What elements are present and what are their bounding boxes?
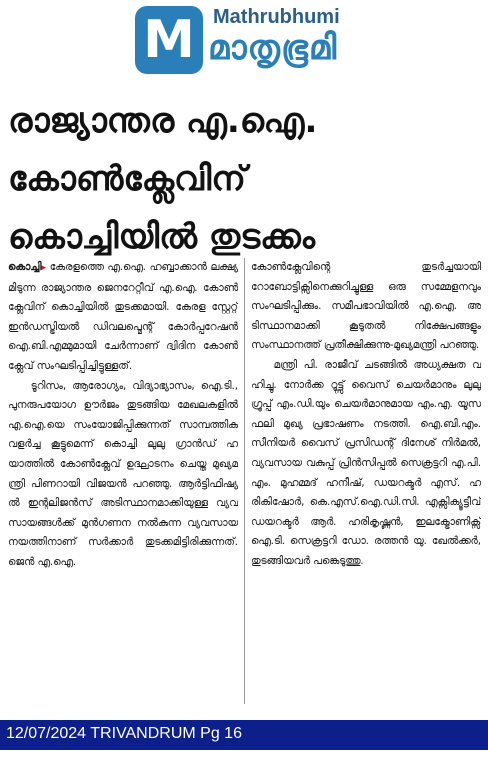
article-column-left [8, 258, 238, 704]
right-paragraph-1: കോൺക്ലേവിന്റെ തുടർച്ചയായി റോബോട്ടിക്സിനെക്കുറിച്ചുള്ള ഒരു സമ്മേളനവും സംഘടിപ്പിക്കും. സമീപഭാവിയിൽ എ.ഐ. അടിസ്ഥാനമാക്കി കൂടുതൽ നിക്ഷേപങ്ങളും സംസ്ഥാനത്ത് പ്രതീക്ഷിക്കുന്നു-മുഖ്യമന്ത്രി പറഞ്ഞു. [251, 261, 481, 352]
headline [8, 92, 480, 266]
right-paragraph-2: മന്ത്രി പി. രാജീവ് ചടങ്ങിൽ അധ്യക്ഷത വഹിച്ചു. നോർക്ക റൂട്ട്സ് വൈസ് ചെയർമാനും ലുലു ഗ്രൂപ്പ് എം.ഡി.യും ചെയർമാനുമായ എം.എ. യൂസഫലി മുഖ്യ പ്രഭാഷണം നടത്തി. ഐ.ബി.എം. സീനിയർ വൈസ് പ്രസിഡന്റ് ദിനേശ് നിർമൽ, വ്യവസായ വകുപ്പ് പ്രിൻസിപ്പൽ സെക്രട്ടറി എ.പി.എം. മുഹമ്മദ് ഹനീഷ്, ഡയറക്ടർ എസ്. ഹരികിഷോർ, കെ.എസ്.ഐ.ഡി.സി. എക്സിക്യൂട്ടീവ് ഡയറക്ടർ ആർ. ഹരികൃഷ്ണൻ, ഇലക്ട്രോണിക്സ് ഐ.ടി. സെക്രട്ടറി ഡോ. രത്തൻ യു. ഖേൽക്കർ, തുടങ്ങിയവർ പങ്കെടുത്തു. [251, 358, 481, 567]
headline-line-1: രാജ്യാന്തര എ.ഐ. [8, 101, 318, 141]
brand-name-malayalam: മാതൃഭൂമി [208, 28, 338, 68]
left-paragraph-2: ടൂറിസം, ആരോഗ്യം, വിദ്യാഭ്യാസം, ഐ.ടി., പുനരുപയോഗ ഊർജം തുടങ്ങിയ മേഖലകളിൽ എ.ഐ.യെ സംയോജിപ്പിക്കുന്നത് സാമ്പത്തിക വളർച്ച കൂട്ടുമെന്ന് കൊച്ചി ലുലു ഗ്രാൻഡ് ഹയാത്തിൽ കോൺക്ലേവ് ഉദ്ഘാടനം ചെയ്ത മുഖ്യമന്ത്രി പിണറായി വിജയൻ പറഞ്ഞു. ആർട്ടിഫിഷ്യൽ ഇന്റലിജൻസ് അടിസ്ഥാനമാക്കിയുള്ള വ്യവസായങ്ങൾക്ക് മുൻഗണന നൽകുന്ന വ്യവസായ നയത്തിനാണ് സർക്കാർ തുടക്കമിട്ടിരിക്കുന്നത്. ജെൻ എ.ഐ. [8, 379, 238, 568]
article-column-right [251, 258, 481, 704]
logo-letter: M [143, 10, 195, 70]
headline-line-2: കോൺക്ലേവിന് [8, 159, 246, 199]
brand-name-english: Mathrubhumi [213, 6, 340, 28]
footer-bar [0, 720, 488, 750]
article-paragraph [8, 258, 238, 377]
edition-info: 12/07/2024 TRIVANDRUM Pg 16 [6, 725, 242, 742]
dateline-arrow-icon: ▸ [41, 263, 46, 273]
column-divider [244, 258, 245, 704]
masthead [0, 0, 488, 82]
mathrubhumi-logo [135, 6, 203, 74]
left-paragraph-1: കേരളത്തെ എ.ഐ. ഹബ്ബാക്കാൻ ലക്ഷ്യമിടുന്ന രാജ്യാന്തര ജെനറേറ്റീവ് എ.ഐ. കോൺക്ലേവിന് കൊച്ചിയിൽ തുടക്കമായി. കേരള സ്റ്റേറ്റ് ഇൻഡസ്ട്രിയൽ ഡിവലപ്മെന്റ് കോർപ്പറേഷൻ ഐ.ബി.എമ്മുമായി ചേർന്നാണ് ദ്വിദിന കോൺക്ലേവ് സംഘടിപ്പിച്ചിട്ടുള്ളത്. [8, 261, 238, 372]
article-body [8, 258, 480, 704]
dateline: കൊച്ചി [8, 261, 42, 273]
headline-line-3: കൊച്ചിയിൽ തുടക്കം [8, 217, 315, 257]
